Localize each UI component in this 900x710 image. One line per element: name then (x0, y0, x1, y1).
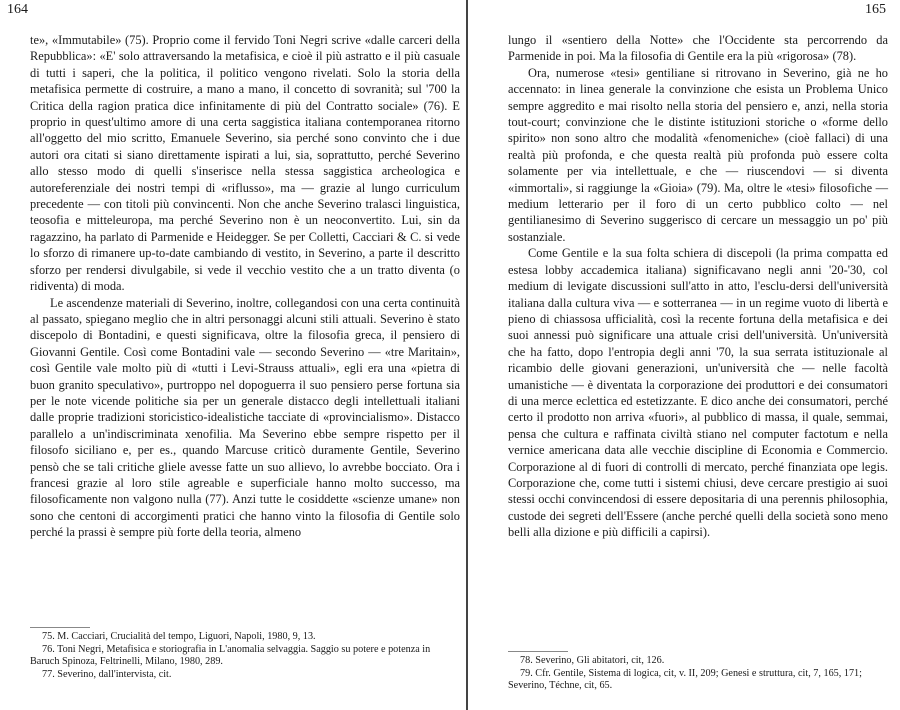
footnote-rule (508, 651, 568, 652)
footnote: 75. M. Cacciari, Crucialità del tempo, Liguori, Napoli, 1980, 9, 13. (42, 631, 316, 642)
page-number: 165 (865, 2, 886, 17)
paragraph: lungo il «sentiero della Notte» che l'Occidente sta percorrendo da Parmenide in poi. Ma la filosofia di Gentile era la più «rigorosa» (78). (508, 33, 888, 64)
footnote: 77. Severino, dall'intervista, cit. (42, 668, 172, 680)
paragraph: Come Gentile e la sua folta schiera di discepoli (la prima compatta ed estesa lobby accademica italiana) significavano negli anni '20-'30, col medium di levigate discussioni sull'atto in atto, l'esclu-dersi dell'università italiana dalla cultura viva — e sotterranea — in un regime vuoto di libertà e pieno di chiassosa ufficialità, così la recente fortuna della metafisica e dei suoi annessi può significare una attuale crisi dell'università. Un'università che ha fatto, dopo l'entropia degli anni '70, la sua serrata istituzionale al ricambio delle giovani generazioni, un'università che — nelle facoltà umanistiche — è diventata la corporazione dei produttori e dei consumatori di una merce eclettica ed estetizzante. E dico anche dei consumatori, perché certo il prodotto non arriva «fuori», al pubblico di massa, il quale, semmai, pensa che cultura e raffinata civiltà stiano nel computer factotum e nella vernice americana data alle vecchie discipline di Economia e Commercio. Corporazione al di fuori di controlli di mercato, perché finanziata ope legis. Corporazione che, come tutti i sistemi chiusi, deve cercare prestigio ai suoi stessi occhi convincendosi di essere depositaria di una perennis philosophia, custode dei segreti dell'Essere (anche perché quelli della società sono meno belli alla dizione e più difficili a capirsi). (508, 246, 888, 540)
paragraph: te», «Immutabile» (75). Proprio come il fervido Toni Negri scrive «dalle carceri della Repubblica»: «E' solo attraversando la metafisica, e cioè il più astratto e il più casuale di tutti i saperi, che la politica, il politico vengono rivelati. Solo la storia della metafisica permette di costruire, a mano a mano, il concetto di sovranità; sul '700 la Critica della ragion pratica dice infinitamente di più del Contratto sociale» (76). E proprio in quest'ultimo amore di una certa saggistica italiana contemporanea ritorno all'oggetto del mio scritto, Emanuele Severino, sia perché sono convinto che i due autori ora citati si siano direttamente ispirati a lui, sia, soprattutto, perché Severino allo stesso modo di quelli s'inserisce nella stessa saggistica archeologica e autoreferenziale dei nostri tempi di «riflusso», ma — grazie al lungo curriculum precedente — con titoli più convincenti. Non che anche Severino tralasci linguistica, teosofia e mitteleuropa, ma perché Severino non è un neoconvertito. Lui, sin da ragazzino, ha parlato di Parmenide e Heidegger. Se per Colletti, Cacciari & C. si vede lo sforzo di rimanere up-to-date cambiando di vestito, in Severino, a parte il descritto sforzo per rendersi divulgabile, si vede il vecchio vestito che a un tratto diventa (o ridiventa) di moda. (30, 33, 460, 294)
footnotes (508, 655, 888, 693)
paragraph: Ora, numerose «tesi» gentiliane si ritrovano in Severino, già ne ho accennato: in linea generale la convinzione che esista un Problema Unico sempre aggredito e mai risolto nella storia del pensiero e, anzi, nella storia tout-court; convinzione che le distinte istituzioni storiche o «forme dello spirito» non sono altro che modalità «fenomeniche» (cioè fallaci) di una realtà più profonda, e che questa realtà più profonda può essere colta solamente per via intellettuale, e che — riuscendovi — si diventa «immortali», si raggiunge la «Gioia» (79). Ma, oltre le «tesi» filosofiche — medium letterario per il foro di un certo pubblico colto — nel gentilianesimo di Severino suggerisco di cercare un messaggio un po' più sostanziale. (508, 65, 888, 244)
page-number: 164 (7, 2, 28, 17)
footnote: 78. Severino, Gli abitatori, cit, 126. (520, 655, 665, 666)
body-text (508, 32, 888, 541)
right-page (468, 0, 900, 710)
body-text (30, 32, 460, 541)
footnotes (30, 631, 460, 681)
footnote-rule (30, 627, 90, 628)
paragraph: Le ascendenze materiali di Severino, inoltre, collegandosi con una certa continuità al passato, spiegano meglio che in altri personaggi alcuni stili attuali. Severino è stato discepolo di Bontadini, e questi significava, oltre la filosofia greca, il pensiero di Giovanni Gentile. Così come Bontadini vale — secondo Severino — «tre Maritain», così Gentile vale molto più di «tutti i Levi-Strauss attuali», egli era una «pietra di buon granito speculativo», purtroppo nel dopoguerra il suo pensiero perse fortuna sia per le note vicende politiche sia per un generale distacco degli intellettuali italiani dalle proprie tradizioni storicistico-idealistiche tacciate di «provincialismo». Distacco parallelo a un'indiscriminata xenofilia. Ma Severino ebbe sempre rispetto per il filosofo siciliano e, per es., quando Marcuse criticò duramente Gentile, Severino pensò che se tali critiche gliele avesse fatte un suo allievo, lo avrebbe bocciato. Ora i francesi grazie al loro stile agreable e superficiale hanno molto successo, ma filosoficamente non valgono nulla (77). Anzi tutte le cosiddette «scienze umane» non sono che centoni di accorgimenti pratici che hanno vinto la filosofia di Gentile solo perché la prassi è sempre più forte della teoria, almeno (30, 295, 460, 540)
footnote: 76. Toni Negri, Metafisica e storiografia in L'anomalia selvaggia. Saggio su potere e potenza in Baruch Spinoza, Feltrinelli, Milano, 1980, 289. (30, 643, 431, 668)
footnote: 79. Cfr. Gentile, Sistema di logica, cit, v. II, 209; Genesi e struttura, cit, 7, 165, 171; Severino, Téchne, cit, 65. (508, 667, 862, 692)
